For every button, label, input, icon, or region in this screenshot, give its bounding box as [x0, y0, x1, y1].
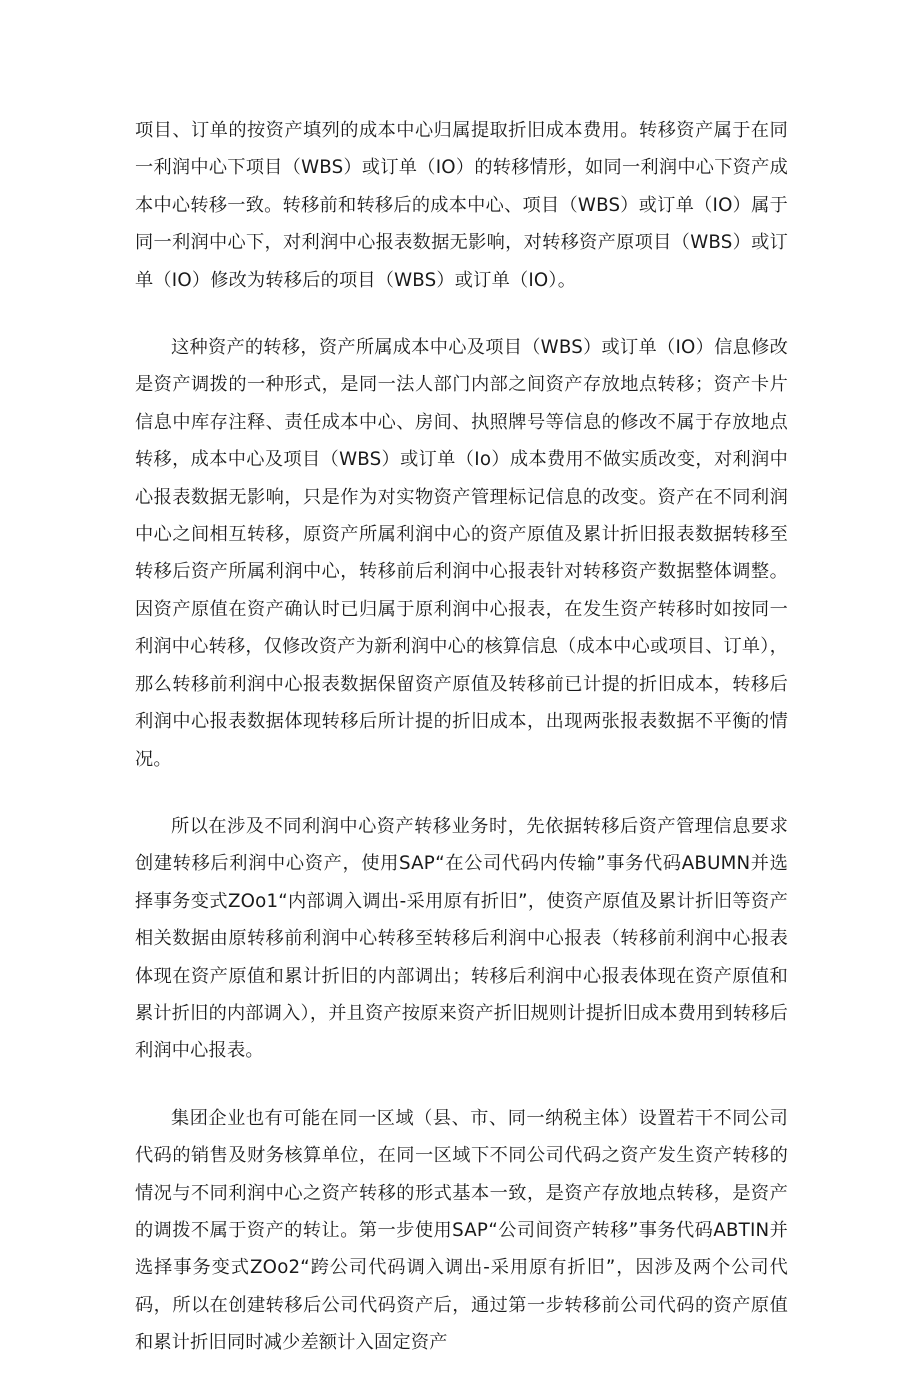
document-body — [135, 112, 788, 1392]
paragraph-1: 项目、订单的按资产填列的成本中心归属提取折旧成本费用。转移资产属于在同一利润中心下项目（WBS）或订单（IO）的转移情形，如同一利润中心下资产成本中心转移一致。转移前和转移后的成本中心、项目（WBS）或订单（IO）属于同一利润中心下，对利润中心报表数据无影响，对转移资产原项目（WBS）或订单（IO）修改为转移后的项目（WBS）或订单（IO）。 — [135, 120, 788, 291]
paragraph-2: 这种资产的转移，资产所属成本中心及项目（WBS）或订单（IO）信息修改是资产调拨的一种形式，是同一法人部门内部之间资产存放地点转移；资产卡片信息中库存注释、责任成本中心、房间、执照牌号等信息的修改不属于存放地点转移，成本中心及项目（WBS）或订单（Io）成本费用不做实质改变，对利润中心报表数据无影响，只是作为对实物资产管理标记信息的改变。资产在不同利润中心之间相互转移，原资产所属利润中心的资产原值及累计折旧报表数据转移至转移后资产所属利润中心，转移前后利润中心报表针对转移资产数据整体调整。因资产原值在资产确认时已归属于原利润中心报表，在发生资产转移时如按同一利润中心转移，仅修改资产为新利润中心的核算信息（成本中心或项目、订单），那么转移前利润中心报表数据保留资产原值及转移前已计提的折旧成本，转移后利润中心报表数据体现转移后所计提的折旧成本，出现两张报表数据不平衡的情况。 — [135, 337, 788, 770]
paragraph-4: 集团企业也有可能在同一区域（县、市、同一纳税主体）设置若干不同公司代码的销售及财务核算单位，在同一区域下不同公司代码之资产发生资产转移的情况与不同利润中心之资产转移的形式基本一致，是资产存放地点转移，是资产的调拨不属于资产的转让。第一步使用SAP“公司间资产转移”事务代码ABTIN并选择事务变式ZOo2“跨公司代码调入调出-采用原有折旧”，因涉及两个公司代码，所以在创建转移后公司代码资产后，通过第一步转移前公司代码的资产原值和累计折旧同时减少差额计入固定资产 — [135, 1107, 788, 1354]
paragraph-3: 所以在涉及不同利润中心资产转移业务时，先依据转移后资产管理信息要求创建转移后利润中心资产，使用SAP“在公司代码内传输”事务代码ABUMN并选择事务变式ZOo1“内部调入调出-采用原有折旧”，使资产原值及累计折旧等资产相关数据由原转移前利润中心转移至转移后利润中心报表（转移前利润中心报表体现在资产原值和累计折旧的内部调出；转移后利润中心报表体现在资产原值和累计折旧的内部调入），并且资产按原来资产折旧规则计提折旧成本费用到转移后利润中心报表。 — [135, 815, 788, 1062]
